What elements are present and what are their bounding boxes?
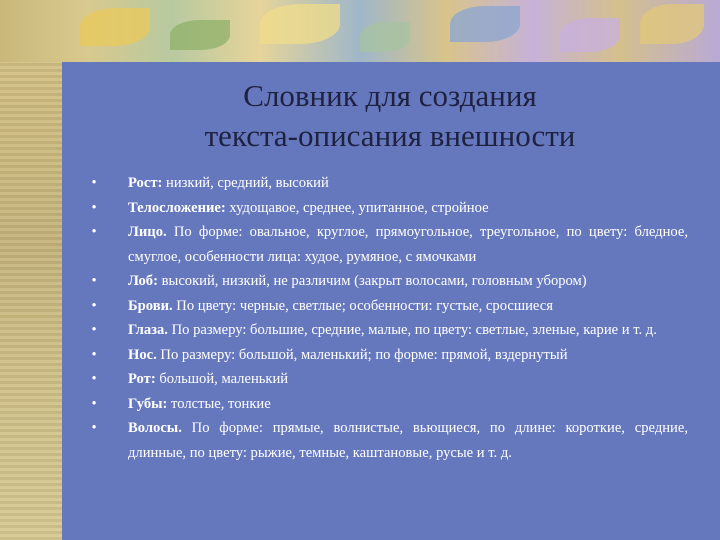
decorative-left-strip	[0, 0, 62, 540]
item-description: По размеру: большие, средние, малые, по цвету: светлые, зленые, карие и т. д.	[167, 322, 657, 338]
item-description: По форме: прямые, волнистые, вьющиеся, по длине: короткие, средние, длинные, по цвету: рыжие, темные, каштановые, русые и т. д.	[128, 420, 688, 461]
item-description: большой, маленький	[155, 371, 289, 387]
item-description: высокий, низкий, не различим (закрыт волосами, головным убором)	[157, 273, 587, 289]
bullet-icon: •	[91, 199, 97, 216]
item-term: Глаза.	[128, 322, 168, 338]
bullet-icon: •	[91, 420, 97, 436]
item-term: Нос.	[128, 346, 157, 363]
list-item	[88, 269, 688, 294]
bullet-icon: •	[91, 175, 97, 191]
list-item	[88, 171, 688, 196]
title-line-1: Словник для создания	[243, 78, 537, 113]
bullet-icon: •	[91, 346, 97, 363]
list-item	[88, 220, 688, 269]
item-term: Волосы.	[128, 420, 182, 436]
title-line-2: текста-описания внешности	[204, 118, 576, 153]
item-description: По форме: овальное, круглое, прямоугольное, треугольное, по цвету: бледное, смуглое, особенности лица: худое, румяное, с ямочками	[128, 224, 688, 265]
list-item	[88, 294, 688, 319]
list-item	[88, 196, 688, 221]
item-term: Телосложение:	[128, 199, 226, 216]
leaf-decoration	[640, 4, 704, 44]
item-description: низкий, средний, высокий	[162, 175, 329, 191]
item-term: Рост:	[128, 175, 163, 191]
item-description: толстые, тонкие	[167, 395, 271, 412]
bullet-icon: •	[91, 273, 97, 289]
list-item	[88, 318, 688, 343]
leaf-decoration	[80, 8, 150, 46]
list-item	[88, 392, 688, 417]
leaf-decoration	[260, 4, 340, 44]
list-item	[88, 367, 688, 392]
item-term: Губы:	[128, 395, 168, 412]
item-description: худощавое, среднее, упитанное, стройное	[225, 199, 489, 216]
decorative-top-banner	[0, 0, 720, 62]
item-term: Брови.	[128, 297, 173, 314]
list-item	[88, 416, 688, 465]
item-term: Лицо.	[128, 224, 167, 240]
item-description: По размеру: большой, маленький; по форме: прямой, вздернутый	[156, 346, 568, 363]
slide-title	[160, 76, 620, 156]
leaf-decoration	[360, 22, 410, 52]
item-description: По цвету: черные, светлые; особенности: густые, сросшиеся	[172, 297, 553, 314]
bullet-icon: •	[91, 322, 97, 338]
list-item	[88, 343, 688, 368]
leaf-decoration	[450, 6, 520, 42]
bullet-icon: •	[91, 371, 97, 387]
vocabulary-list	[88, 171, 688, 465]
item-term: Лоб:	[128, 273, 158, 289]
bullet-icon: •	[91, 395, 97, 412]
bullet-icon: •	[91, 224, 97, 240]
leaf-decoration	[560, 18, 620, 52]
leaf-decoration	[170, 20, 230, 50]
item-term: Рот:	[128, 371, 156, 387]
bullet-icon: •	[91, 297, 97, 314]
